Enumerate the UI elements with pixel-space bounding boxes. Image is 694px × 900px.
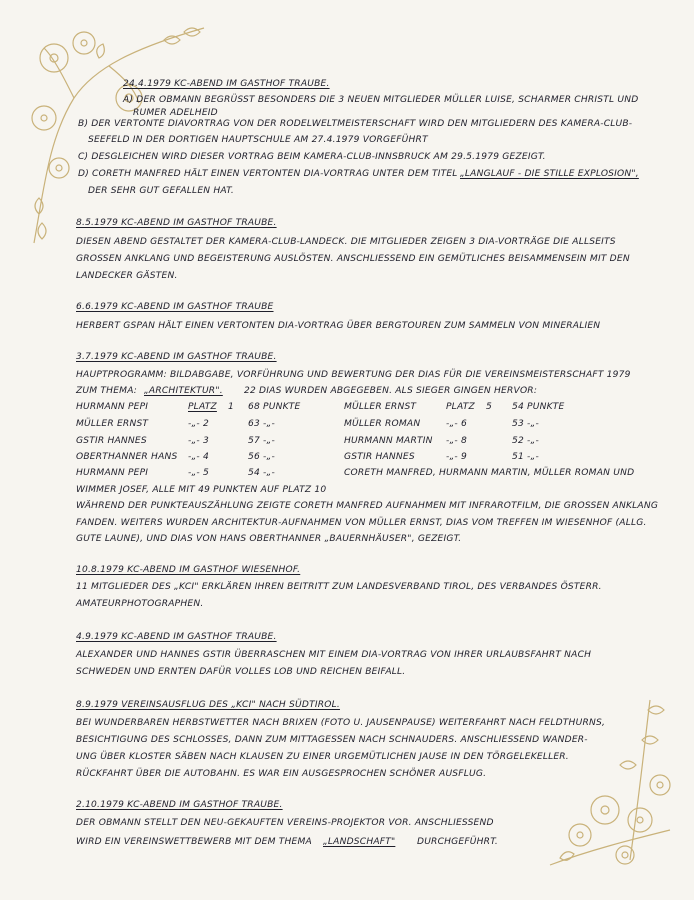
competition-theme: „LANDSCHAFT"	[323, 837, 396, 847]
entry-line: ALEXANDER UND HANNES GSTIR ÜBERRASCHEN MIT EINEM DIA-VORTRAG VON IHRER URLAUBSFAHRT NACH	[76, 650, 592, 660]
entry-line: DER SEHR GUT GEFALLEN HAT.	[88, 186, 234, 196]
entry-line: GROSSEN ANKLANG UND BEGEISTERUNG AUSLÖSTEN. ANSCHLIESSEND EIN GEMÜTLICHES BEISAMMENSEIN MIT DEN	[76, 254, 630, 264]
result-name: HURMANN MARTIN	[344, 436, 433, 446]
entry-line: BEI WUNDERBAREN HERBSTWETTER NACH BRIXEN (FOTO U. JAUSENPAUSE) WEITERFAHRT NACH FELDTHURNS,	[76, 718, 606, 728]
entry-line: 22 DIAS WURDEN ABGEGEBEN. ALS SIEGER GINGEN HERVOR:	[244, 386, 538, 396]
result-punkte: 54 PUNKTE	[512, 402, 565, 412]
entry-line: AMATEURPHOTOGRAPHEN.	[76, 599, 204, 609]
entry-line: A) DER OBMANN BEGRÜSST BESONDERS DIE 3 NEUEN MITGLIEDER MÜLLER LUISE, SCHARMER CHRISTL UND	[123, 95, 639, 105]
result-punkte: 53 -„-	[512, 419, 539, 429]
platz-header: PLATZ	[188, 402, 217, 412]
entry-heading: 4.9.1979 KC-ABEND IM GASTHOF TRAUBE.	[76, 632, 277, 642]
result-punkte: 54 -„-	[248, 468, 275, 478]
entry-line: HAUPTPROGRAMM: BILDABGABE, VORFÜHRUNG UND BEWERTUNG DER DIAS FÜR DIE VEREINSMEISTERSCHAFT 1979	[76, 370, 631, 380]
result-platz: -„- 3	[188, 436, 209, 446]
result-platz: -„- 4	[188, 452, 209, 462]
result-punkte: 68 PUNKTE	[248, 402, 301, 412]
result-platz: -„- 9	[446, 452, 467, 462]
floral-ornament-top-left	[14, 18, 224, 248]
result-platz: 1	[228, 402, 234, 412]
result-punkte: 56 -„-	[248, 452, 275, 462]
result-platz: -„- 8	[446, 436, 467, 446]
entry-heading: 24.4.1979 KC-ABEND IM GASTHOF TRAUBE.	[123, 79, 330, 89]
entry-line: C) DESGLEICHEN WIRD DIESER VORTRAG BEIM KAMERA-CLUB-INNSBRUCK AM 29.5.1979 GEZEIGT.	[78, 152, 546, 162]
entry-line: SCHWEDEN UND ERNTEN DAFÜR VOLLES LOB UND REICHEN BEIFALL.	[76, 667, 406, 677]
result-punkte: 51 -„-	[512, 452, 539, 462]
result-punkte: 57 -„-	[248, 436, 275, 446]
entry-line: UNG ÜBER KLOSTER SÄBEN NACH KLAUSEN ZU EINER URGEMÜTLICHEN JAUSE IN DEN TÖRGELEKELLER.	[76, 752, 569, 762]
entry-line: 11 MITGLIEDER DES „KCI" ERKLÄREN IHREN BEITRITT ZUM LANDESVERBAND TIROL, DES VERBANDES ÖSTERR.	[76, 582, 602, 592]
entry-line: WIMMER JOSEF, ALLE MIT 49 PUNKTEN AUF PLATZ 10	[76, 485, 327, 495]
entry-heading: 8.9.1979 VEREINSAUSFLUG DES „KCI" NACH SÜDTIROL.	[76, 700, 340, 710]
talk-title: „LANGLAUF - DIE STILLE EXPLOSION",	[460, 169, 639, 179]
result-name: MÜLLER ROMAN	[344, 419, 421, 429]
entry-heading: 6.6.1979 KC-ABEND IM GASTHOF TRAUBE	[76, 302, 274, 312]
entry-line: BESICHTIGUNG DES SCHLOSSES, DANN ZUM MITTAGESSEN NACH SCHNAUDERS. ANSCHLIESSEND WANDER-	[76, 735, 588, 745]
entry-heading: 10.8.1979 KC-ABEND IM GASTHOF WIESENHOF.	[76, 565, 301, 575]
entry-line: FANDEN. WEITERS WURDEN ARCHITEKTUR-AUFNAHMEN VON MÜLLER ERNST, DIAS VOM TREFFEN IM WIESENHOF (ALLG.	[76, 518, 647, 528]
entry-line: LANDECKER GÄSTEN.	[76, 271, 178, 281]
result-name: OBERTHANNER HANS	[76, 452, 178, 462]
entry-line: B) DER VERTONTE DIAVORTRAG VON DER RODELWELTMEISTERSCHAFT WIRD DEN MITGLIEDERN DES KAMERA-CLUB-	[78, 119, 633, 129]
platz-header: PLATZ	[446, 402, 475, 412]
entry-line: GUTE LAUNE), UND DIAS VON HANS OBERTHANNER „BAUERNHÄUSER", GEZEIGT.	[76, 534, 462, 544]
entry-line: WIRD EIN VEREINSWETTBEWERB MIT DEM THEMA	[76, 837, 312, 847]
entry-line: ZUM THEMA:	[76, 386, 138, 396]
result-name: GSTIR HANNES	[344, 452, 415, 462]
result-name: HURMANN PEPI	[76, 402, 149, 412]
entry-line: SEEFELD IN DER DORTIGEN HAUPTSCHULE AM 27.4.1979 VORGEFÜHRT	[88, 135, 428, 145]
result-name: MÜLLER ERNST	[76, 419, 149, 429]
result-name: MÜLLER ERNST	[344, 402, 417, 412]
entry-line: DIESEN ABEND GESTALTET DER KAMERA-CLUB-LANDECK. DIE MITGLIEDER ZEIGEN 3 DIA-VORTRÄGE DIE ALLSEITS	[76, 237, 616, 247]
entry-line: RÜCKFAHRT ÜBER DIE AUTOBAHN. ES WAR EIN AUSGESPROCHEN SCHÖNER AUSFLUG.	[76, 769, 487, 779]
entry-heading: 3.7.1979 KC-ABEND IM GASTHOF TRAUBE.	[76, 352, 277, 362]
result-platz: -„- 6	[446, 419, 467, 429]
entry-line: WÄHREND DER PUNKTEAUSZÄHLUNG ZEIGTE CORETH MANFRED AUFNAHMEN MIT INFRAROTFILM, DIE GROSSEN ANKLANG	[76, 501, 659, 511]
result-platz: -„- 5	[188, 468, 209, 478]
competition-theme: „ARCHITEKTUR".	[144, 386, 223, 396]
result-platz: -„- 2	[188, 419, 209, 429]
entry-line: DURCHGEFÜHRT.	[417, 837, 498, 847]
entry-heading: 2.10.1979 KC-ABEND IM GASTHOF TRAUBE.	[76, 800, 283, 810]
entry-line: D) CORETH MANFRED HÄLT EINEN VERTONTEN DIA-VORTRAG UNTER DEM TITEL	[78, 169, 458, 179]
entry-line: HERBERT GSPAN HÄLT EINEN VERTONTEN DIA-VORTRAG ÜBER BERGTOUREN ZUM SAMMELN VON MINERALIEN	[76, 321, 601, 331]
result-shared: CORETH MANFRED, HURMANN MARTIN, MÜLLER ROMAN UND	[344, 468, 635, 478]
entry-line: RUMER ADELHEID	[133, 108, 218, 118]
result-platz: 5	[486, 402, 492, 412]
result-name: HURMANN PEPI	[76, 468, 149, 478]
result-name: GSTIR HANNES	[76, 436, 147, 446]
entry-heading: 8.5.1979 KC-ABEND IM GASTHOF TRAUBE.	[76, 218, 277, 228]
result-punkte: 63 -„-	[248, 419, 275, 429]
result-punkte: 52 -„-	[512, 436, 539, 446]
entry-line: DER OBMANN STELLT DEN NEU-GEKAUFTEN VEREINS-PROJEKTOR VOR. ANSCHLIESSEND	[76, 818, 494, 828]
